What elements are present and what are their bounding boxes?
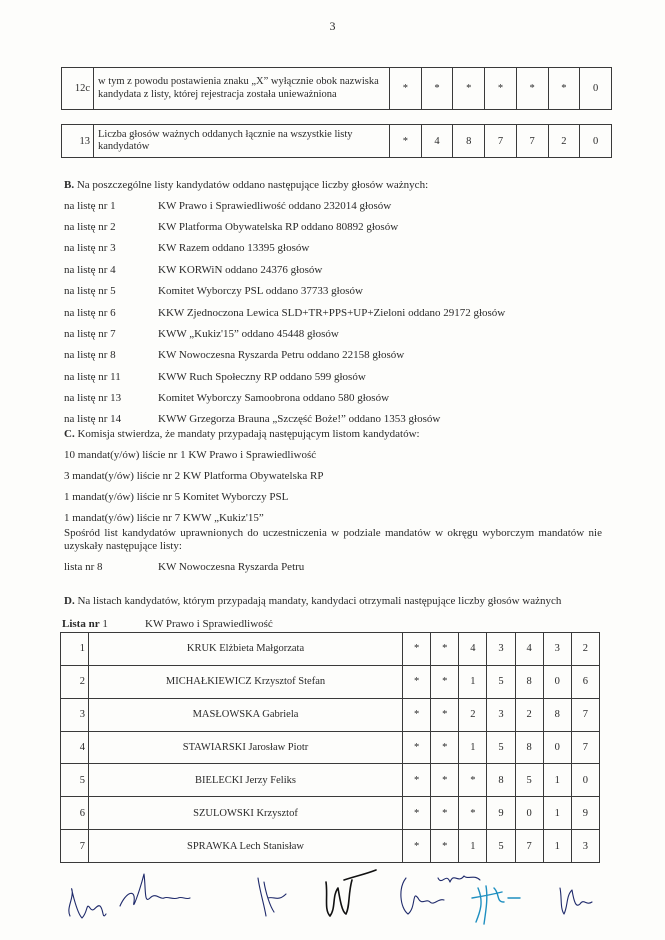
digit-cell: 8 <box>515 665 543 698</box>
digit-cell: * <box>421 68 453 110</box>
signature-6 <box>438 876 480 882</box>
digit-cell: 1 <box>459 731 487 764</box>
digit-cell: 0 <box>580 125 612 158</box>
digit-cell: * <box>453 68 485 110</box>
digit-cell: 1 <box>543 764 571 797</box>
signature-8 <box>560 888 592 914</box>
table-row <box>61 633 600 666</box>
no-mandate-note: Spośród list kandydatów uprawnionych do uczestniczenia w podziale mandatów w okręgu wyborczym mandatów nie uzyskały następujące listy: <box>64 527 602 552</box>
list-votes: KW KORWiN oddano 24376 głosów <box>158 264 323 276</box>
signature-4 <box>326 870 376 916</box>
candidate-table <box>60 632 600 863</box>
digit-cell: 1 <box>459 665 487 698</box>
digit-cell: * <box>459 797 487 830</box>
digit-cell: * <box>403 633 431 666</box>
row-id: 13 <box>62 125 94 158</box>
digit-cell: 3 <box>543 633 571 666</box>
signature-7 <box>472 886 520 924</box>
candidate-name: MASŁOWSKA Gabriela <box>89 698 403 731</box>
candidate-name: BIELECKI Jerzy Feliks <box>89 764 403 797</box>
signature-5 <box>401 878 444 914</box>
page-number: 3 <box>329 19 336 33</box>
digit-cell: 8 <box>453 125 485 158</box>
list-label: na listę nr 11 <box>64 371 121 383</box>
list-label: na listę nr 7 <box>64 328 116 340</box>
digit-cell: * <box>431 665 459 698</box>
list-votes: KKW Zjednoczona Lewica SLD+TR+PPS+UP+Zieloni oddano 29172 głosów <box>158 307 506 319</box>
digit-cell: 8 <box>515 731 543 764</box>
digit-cell: 4 <box>459 633 487 666</box>
candidate-name: SPRAWKA Lech Stanisław <box>89 830 403 863</box>
digit-cell: * <box>431 698 459 731</box>
section-heading-text: Komisja stwierdza, że mandaty przypadają następującym listom kandydatów: <box>77 428 420 440</box>
candidate-number: 7 <box>61 830 89 863</box>
candidate-number: 6 <box>61 797 89 830</box>
digit-cell: * <box>403 731 431 764</box>
digit-cell: 0 <box>580 68 612 110</box>
candidate-name: MICHAŁKIEWICZ Krzysztof Stefan <box>89 665 403 698</box>
digit-cell: 7 <box>516 125 548 158</box>
list-votes: KW Razem oddano 13395 głosów <box>158 242 310 254</box>
digit-cell: 5 <box>487 731 515 764</box>
digit-cell: * <box>403 698 431 731</box>
digit-cell: 5 <box>515 764 543 797</box>
digit-cell: 2 <box>548 125 580 158</box>
row-id: 12c <box>62 68 94 110</box>
candidate-number: 1 <box>61 633 89 666</box>
candidate-name: KRUK Elżbieta Małgorzata <box>89 633 403 666</box>
digit-cell: * <box>485 68 517 110</box>
list-label: na listę nr 2 <box>64 221 116 233</box>
list-votes: KW Prawo i Sprawiedliwość oddano 232014 głosów <box>158 200 392 212</box>
digit-cell: * <box>431 731 459 764</box>
list-name: KW Prawo i Sprawiedliwość <box>145 618 273 630</box>
candidate-number: 4 <box>61 731 89 764</box>
mandate-row: 10 mandat(y/ów) liście nr 1 KW Prawo i Sprawiedliwość <box>64 449 317 461</box>
signatures <box>60 868 620 928</box>
signature-1 <box>69 889 106 918</box>
list-label: na listę nr 14 <box>64 413 122 425</box>
no-mandate-list-label: lista nr 8 <box>64 561 103 573</box>
summary-table-12c <box>61 67 612 110</box>
section-d-heading <box>64 594 561 608</box>
digit-cell: * <box>390 68 422 110</box>
digit-cell: 7 <box>571 698 599 731</box>
digit-cell: 8 <box>487 764 515 797</box>
list-label: na listę nr 6 <box>64 307 116 319</box>
digit-cell: 9 <box>571 797 599 830</box>
section-b-heading <box>64 178 428 192</box>
digit-cell: 3 <box>487 633 515 666</box>
list-votes: KWW Ruch Społeczny RP oddano 599 głosów <box>158 371 366 383</box>
list-label: na listę nr 4 <box>64 264 116 276</box>
digit-cell: 3 <box>487 698 515 731</box>
digit-cell: 2 <box>515 698 543 731</box>
digit-cell: 0 <box>515 797 543 830</box>
digit-cell: 5 <box>487 830 515 863</box>
table-row <box>61 698 600 731</box>
digit-cell: * <box>516 68 548 110</box>
digit-cell: * <box>403 797 431 830</box>
candidate-name: STAWIARSKI Jarosław Piotr <box>89 731 403 764</box>
digit-cell: 6 <box>571 665 599 698</box>
list-votes: KW Nowoczesna Ryszarda Petru oddano 22158 głosów <box>158 349 405 361</box>
digit-cell: 0 <box>571 764 599 797</box>
list-number: 1 <box>102 618 108 630</box>
table-row <box>61 731 600 764</box>
section-c-heading <box>64 427 420 441</box>
signature-3 <box>258 878 286 916</box>
digit-cell: 2 <box>571 633 599 666</box>
mandate-row: 1 mandat(y/ów) liście nr 7 KWW „Kukiz'15” <box>64 512 264 524</box>
digit-cell: * <box>431 830 459 863</box>
digit-cell: * <box>431 797 459 830</box>
digit-cell: 8 <box>543 698 571 731</box>
list-label: na listę nr 8 <box>64 349 116 361</box>
digit-cell: 4 <box>515 633 543 666</box>
digit-cell: 2 <box>459 698 487 731</box>
section-letter: D. <box>64 595 75 607</box>
list-header <box>62 617 108 631</box>
list-label: na listę nr 3 <box>64 242 116 254</box>
list-label: Lista nr <box>62 618 100 630</box>
mandate-row: 1 mandat(y/ów) liście nr 5 Komitet Wyborczy PSL <box>64 491 289 503</box>
digit-cell: 1 <box>543 830 571 863</box>
digit-cell: * <box>403 665 431 698</box>
section-letter: C. <box>64 428 75 440</box>
list-votes: Komitet Wyborczy Samoobrona oddano 580 głosów <box>158 392 390 404</box>
digit-cell: 1 <box>459 830 487 863</box>
candidate-number: 5 <box>61 764 89 797</box>
section-heading-text: Na listach kandydatów, którym przypadają mandaty, kandydaci otrzymali następujące liczby głosów ważnych <box>77 595 562 607</box>
candidate-number: 3 <box>61 698 89 731</box>
mandate-row: 3 mandat(y/ów) liście nr 2 KW Platforma Obywatelska RP <box>64 470 324 482</box>
section-letter: B. <box>64 179 75 191</box>
row-description: w tym z powodu postawienia znaku „X” wyłącznie obok nazwiska kandydata z listy, której rejestracja została unieważniona <box>94 68 390 110</box>
digit-cell: 1 <box>543 797 571 830</box>
digit-cell: * <box>403 830 431 863</box>
digit-cell: 4 <box>421 125 453 158</box>
digit-cell: 5 <box>487 665 515 698</box>
table-row <box>61 830 600 863</box>
list-votes: Komitet Wyborczy PSL oddano 37733 głosów <box>158 285 363 297</box>
summary-table-13 <box>61 124 612 158</box>
digit-cell: 7 <box>571 731 599 764</box>
no-mandate-list-name: KW Nowoczesna Ryszarda Petru <box>158 561 305 573</box>
candidate-name: SZULOWSKI Krzysztof <box>89 797 403 830</box>
candidate-number: 2 <box>61 665 89 698</box>
digit-cell: * <box>431 633 459 666</box>
digit-cell: 7 <box>485 125 517 158</box>
digit-cell: * <box>390 125 422 158</box>
list-votes: KW Platforma Obywatelska RP oddano 80892 głosów <box>158 221 399 233</box>
row-description: Liczba głosów ważnych oddanych łącznie na wszystkie listy kandydatów <box>94 125 390 158</box>
list-label: na listę nr 1 <box>64 200 116 212</box>
digit-cell: * <box>548 68 580 110</box>
digit-cell: 3 <box>571 830 599 863</box>
digit-cell: 7 <box>515 830 543 863</box>
table-row <box>61 797 600 830</box>
list-votes: KWW „Kukiz'15” oddano 45448 głosów <box>158 328 339 340</box>
table-row <box>61 764 600 797</box>
table-row <box>61 665 600 698</box>
digit-cell: * <box>459 764 487 797</box>
list-label: na listę nr 13 <box>64 392 122 404</box>
signature-2 <box>120 874 190 906</box>
list-label: na listę nr 5 <box>64 285 116 297</box>
digit-cell: 9 <box>487 797 515 830</box>
digit-cell: 0 <box>543 665 571 698</box>
digit-cell: * <box>431 764 459 797</box>
digit-cell: * <box>403 764 431 797</box>
digit-cell: 0 <box>543 731 571 764</box>
list-votes: KWW Grzegorza Brauna „Szczęść Boże!” oddano 1353 głosów <box>158 413 441 425</box>
section-heading-text: Na poszczególne listy kandydatów oddano następujące liczby głosów ważnych: <box>76 179 429 191</box>
